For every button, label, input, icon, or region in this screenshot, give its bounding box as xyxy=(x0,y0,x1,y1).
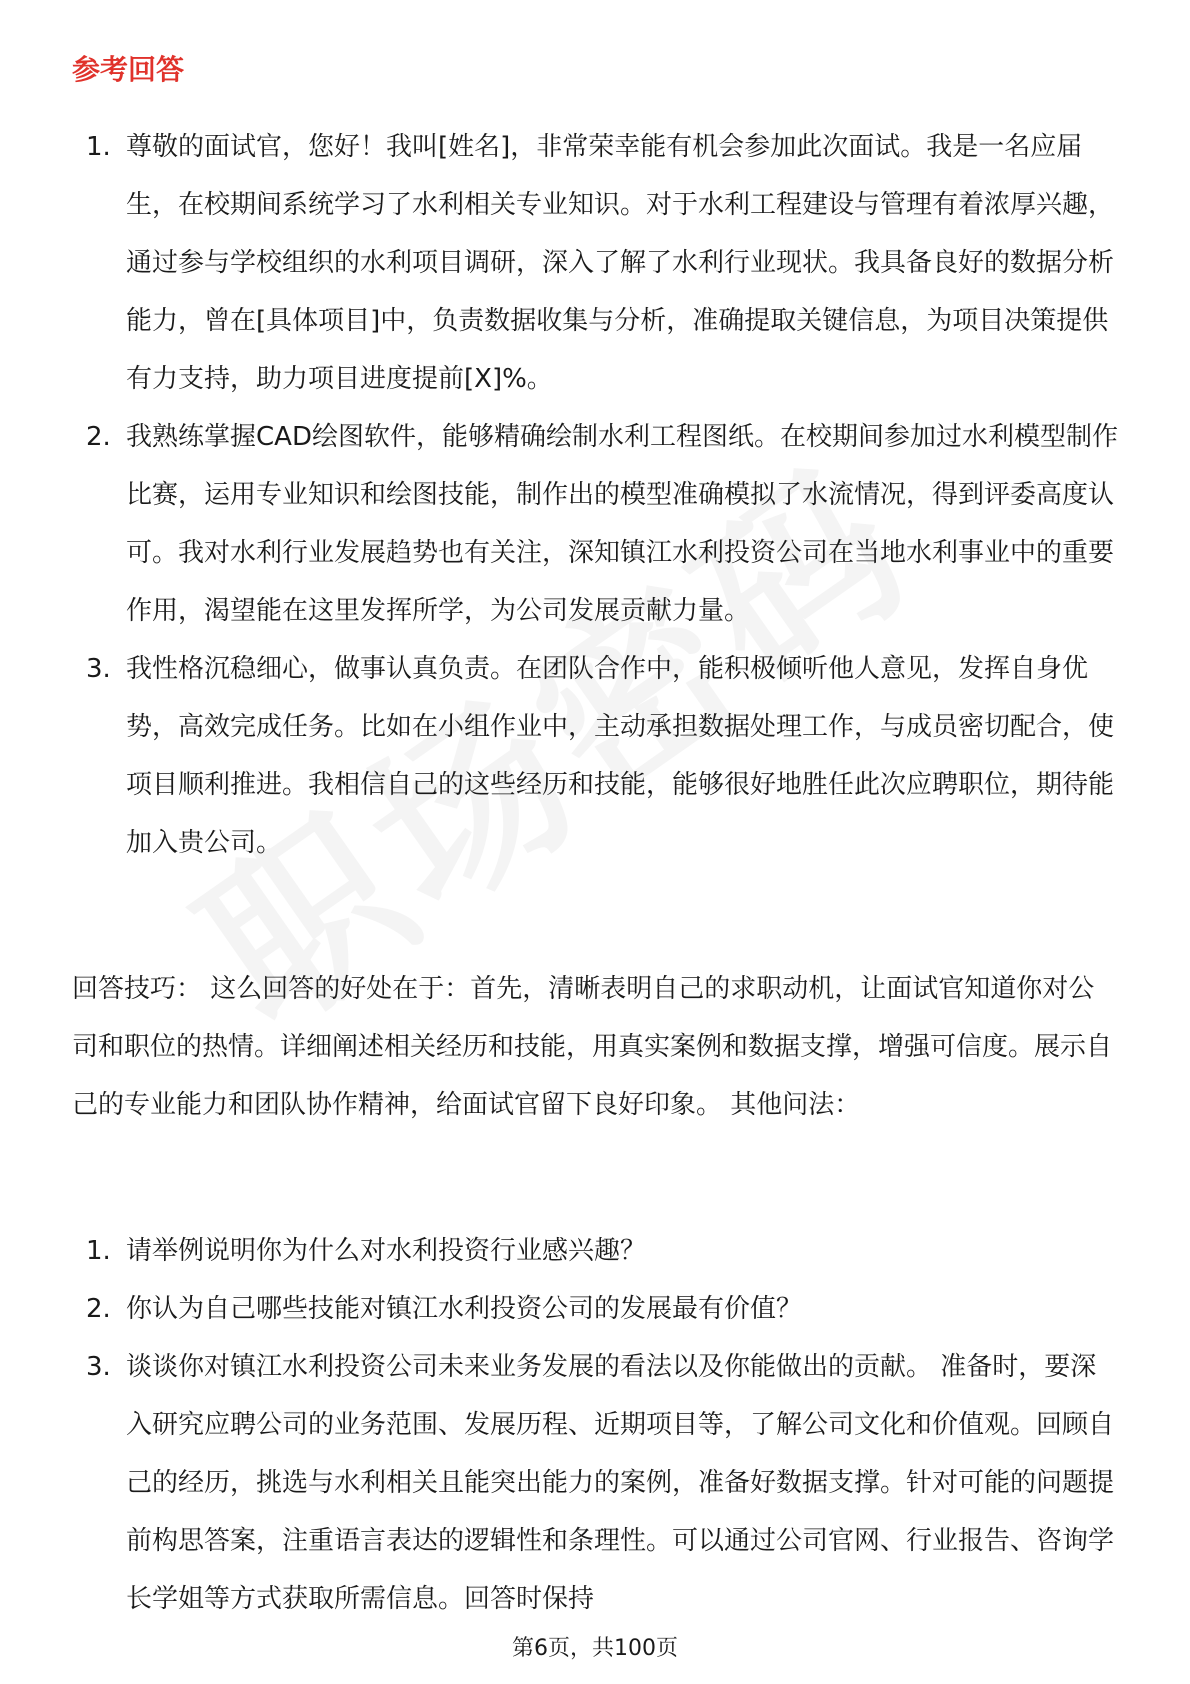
list-item xyxy=(72,640,1118,872)
list-item-text: 我性格沉稳细心，做事认真负责。在团队合作中，能积极倾听他人意见，发挥自身优势，高效完成任务。比如在小组作业中，主动承担数据处理工作，与成员密切配合，使项目顺利推进。我相信自己的这些经历和技能，能够很好地胜任此次应聘职位，期待能加入贵公司。 xyxy=(126,654,1115,858)
list-item xyxy=(72,1338,1118,1628)
section-title: 参考回答 xyxy=(72,53,185,86)
tips-paragraph: 回答技巧： 这么回答的好处在于：首先，清晰表明自己的求职动机，让面试官知道你对公司和职位的热情。详细阐述相关经历和技能，用真实案例和数据支撑，增强可信度。展示自己的专业能力和团队协作精神，给面试官留下良好印象。 其他问法： xyxy=(72,974,1113,1120)
list-item-text: 谈谈你对镇江水利投资公司未来业务发展的看法以及你能做出的贡献。 准备时，要深入研究应聘公司的业务范围、发展历程、近期项目等，了解公司文化和价值观。回顾自己的经历，挑选与水利相关且能突出能力的案例，准备好数据支撑。针对可能的问题提前构思答案，注重语言表达的逻辑性和条理性。可以通过公司官网、行业报告、咨询学长学姐等方式获取所需信息。回答时保持 xyxy=(126,1352,1115,1614)
list-item xyxy=(72,1222,1118,1280)
list-item xyxy=(72,118,1118,408)
list-item xyxy=(72,1280,1118,1338)
list-item xyxy=(72,408,1118,640)
answer-list xyxy=(72,118,1118,872)
page-footer: 第6页，共100页 xyxy=(512,1636,678,1661)
list-item-text: 你认为自己哪些技能对镇江水利投资公司的发展最有价值？ xyxy=(126,1294,803,1324)
list-number: 1. xyxy=(86,1236,111,1266)
list-item-text: 我熟练掌握CAD绘图软件，能够精确绘制水利工程图纸。在校期间参加过水利模型制作比赛，运用专业知识和绘图技能，制作出的模型准确模拟了水流情况，得到评委高度认可。我对水利行业发展趋势也有关注，深知镇江水利投资公司在当地水利事业中的重要作用，渴望能在这里发挥所学，为公司发展贡献力量。 xyxy=(126,422,1118,626)
list-item-text: 尊敬的面试官，您好！我叫[姓名]，非常荣幸能有机会参加此次面试。我是一名应届生，在校期间系统学习了水利相关专业知识。对于水利工程建设与管理有着浓厚兴趣，通过参与学校组织的水利项目调研，深入了解了水利行业现状。我具备良好的数据分析能力，曾在[具体项目]中，负责数据收集与分析，准确提取关键信息，为项目决策提供有力支持，助力项目进度提前[X]%。 xyxy=(126,132,1115,394)
list-number: 3. xyxy=(86,654,111,684)
list-number: 3. xyxy=(86,1352,111,1382)
list-number: 2. xyxy=(86,1294,111,1324)
list-number: 1. xyxy=(86,132,111,162)
list-item-text: 请举例说明你为什么对水利投资行业感兴趣？ xyxy=(126,1236,647,1266)
list-number: 2. xyxy=(86,422,111,452)
other-questions-list xyxy=(72,1222,1118,1628)
